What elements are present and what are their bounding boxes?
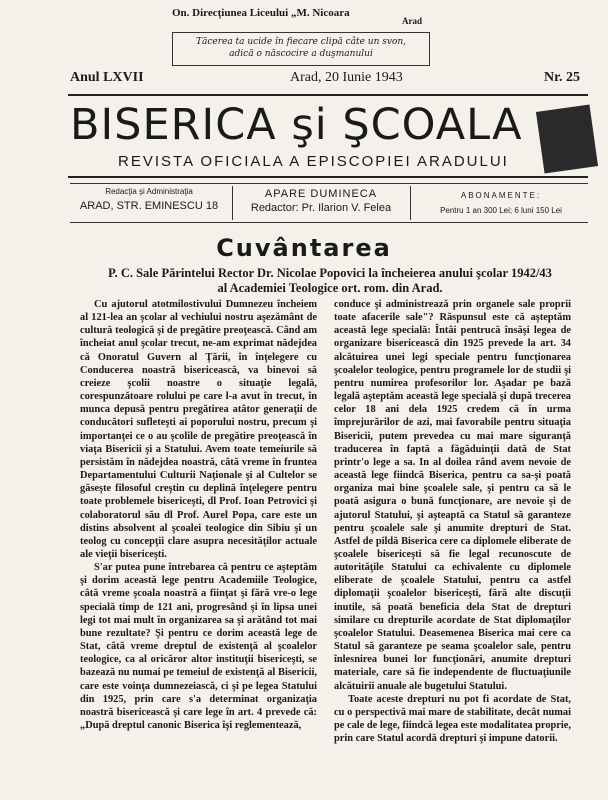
masthead-rule-top bbox=[68, 94, 588, 96]
masthead-subtitle: REVISTA OFICIALA A EPISCOPIEI ARADULUI bbox=[118, 153, 509, 170]
motto-line-1: Tăcerea ta ucide în fiecare clipă câte un svon, bbox=[195, 37, 407, 47]
info-divider bbox=[232, 186, 233, 220]
issue-date: Arad, 20 Iunie 1943 bbox=[290, 70, 403, 85]
article-column-left bbox=[80, 298, 317, 798]
article-paragraph: S'ar putea pune întrebarea că pentru ce aşteptăm şi dorim această lege pentru Academiile Teologice, câtă vreme şcoala noastră a fiinţat şi fără vre-o lege specială timp de 121 ani, progresând şi în lipsa unei legi tot mai mult în organizarea sa şi arătând tot mai bune rezultate? Şi pentru ce dorim această lege de Stat, câtă vreme dreptul de existenţă al şcoalelor teologice, ca al oricăror altor instituţii bisericeşti, se bazează nu numai pe temeiul de existenţă al Bisericii, care este voinţa dumnezeiască, ci şi pe legea Statului din 1925, prin care s'a determinat organizaţia noastră bisericească şi care lege în art. 4 prevede că: „După dreptul canonic Biserica îşi reglementează, bbox=[80, 562, 317, 731]
info-editor: Redactor: Pr. Ilarion V. Felea bbox=[250, 202, 392, 214]
info-subscriptions-label: ABONAMENTE: bbox=[460, 191, 542, 200]
article-paragraph: Toate aceste drepturi nu pot fi acordate de Stat, cu o perspectivă mai mare de stabilitate, decât numai pe cale de lege, fiindcă legea este modalitatea proprie, prin care Statul acordă drepturi şi impune datorii. bbox=[334, 693, 571, 745]
motto-box bbox=[172, 32, 430, 66]
article-byline bbox=[60, 266, 600, 296]
article-byline-line-1: P. C. Sale Părintelui Rector Dr. Nicolae Popovici la încheierea anului şcolar 1942/43 bbox=[108, 266, 552, 280]
article-paragraph: Cu ajutorul atotmilostivului Dumnezeu încheiem al 121-lea an şcolar al vechiului nostru aşezământ de cultură teologică şi de pregătire preoţească. Când am încheiat anul şcolar trecut, ne-am exprimat nădejdea că Onoratul Guvern al Ţării, în înţelegere cu Conducerea noastră bisericească, va binevoi să creieze şcolii noastre o situaţie legală, corespunzătoare rolului pe care l-a avut în trecut, în munca depusă pentru pregătirea atâtor generaţii de conducători sufleteşti ai poporului nostru, precum şi importanţei ce o au şcolile de pregătire preoţească în viaţa Bisericii şi a Statului. Avem toate temeiurile să persistăm în nădejdea noastră, câtă vreme în fruntea Departamentului Culturii Naţionale şi al Cultelor se găseşte filosoful creştin cu deplină înţelegere pentru toate problemele bisericeşti, dl Prof. Ioan Petrovici şi colaboratorul său dl Prof. Aurel Popa, care este un distins absolvent al şcoalei teologice din Sibiu şi un teolog cu concepţii clare asupra necesităţilor actuale ale vieţii bisericeşti. bbox=[80, 299, 317, 560]
motto-line-2: adică o născocire a duşmanului bbox=[229, 49, 373, 59]
article-column-right bbox=[334, 298, 571, 798]
stamp-city: Arad bbox=[402, 16, 422, 26]
issue-number: Nr. 25 bbox=[543, 70, 580, 85]
info-editorial bbox=[70, 187, 228, 212]
masthead-title: BISERICA şi ŞCOALA bbox=[70, 100, 523, 150]
info-publication bbox=[236, 187, 406, 214]
stamp-line: On. Direcţiunea Liceului „M. Nicoara bbox=[172, 7, 350, 19]
info-publication-day: APARE DUMINECA bbox=[264, 188, 378, 200]
info-subscriptions bbox=[414, 187, 588, 215]
info-divider bbox=[410, 186, 411, 220]
info-editorial-label: Redacţia şi Administraţia bbox=[105, 187, 193, 196]
info-bar bbox=[70, 183, 588, 223]
issue-dateline bbox=[70, 70, 580, 90]
library-stamp bbox=[150, 2, 450, 32]
article-title: Cuvântarea bbox=[216, 234, 392, 262]
masthead-rule-bottom bbox=[68, 176, 588, 178]
article-byline-line-2: al Academiei Teologice ort. rom. din Arad. bbox=[217, 281, 443, 295]
info-editorial-address: ARAD, STR. EMINESCU 18 bbox=[79, 200, 219, 212]
info-subscriptions-prices: Pentru 1 an 300 Lei; 6 luni 150 Lei bbox=[440, 206, 562, 215]
article-paragraph: conduce şi administrează prin organele sale proprii toate afacerile sale"? Răspunsul este că aşteptăm această lege specială: Întâi pentrucă însăşi legea de organizare bisericească din 1925 prevede la art. 34 alcătuirea unei legi speciale pentru funcţionarea şcoalelor teologice, pentru programele lor de studii şi pentru numirea profesorilor lor. Aşadar pe bază legală aşteptăm această lege specială şi după trecerea celor 18 ani dela 1925 credem că în urma împrejurărilor de azi, mai favorabile pentru situaţia Bisericii, putem prevedea cu mai mare siguranţă traducerea în faptă a făgăduinţii dată de Stat printr'o lege a sa. In al doilea rând avem nevoie de această lege fiindcă Biserica, pentru ca sa-şi poată organiza mai bine şcoalele sale, şi pentru ca să le poată asigura o bună funcţionare, are nevoie şi de ajutorul Statului, şi aşteaptă ca Statul să garanteze pentru şcoalele sale şi anumite drepturi de Stat. Astfel de pildă Biserica cere ca diplomele eliberate de şcoalele bisericeşti să fie legal recunoscute de autorităţile Statului ca echivalente cu diplomele eliberate de şcoalele Statului, pentru ca astfel diplomaţii şcoalelor bisericeşti, fără alte discuţii inutile, să poată beneficia dela Stat de drepturi similare cu drepturile acordate de Stat diplomaţilor şcoalelor Statului. Deasemenea Biserica mai cere ca Statul să garanteze pe seama şcoalelor sale, pentru înlesnirea bunei lor funcţionări, anumite drepturi materiale, care să fie independente de fluctuaţiunile alcătuirii anuale ale bugetului Statului. bbox=[334, 299, 571, 692]
issue-year: Anul LXVII bbox=[70, 70, 144, 85]
